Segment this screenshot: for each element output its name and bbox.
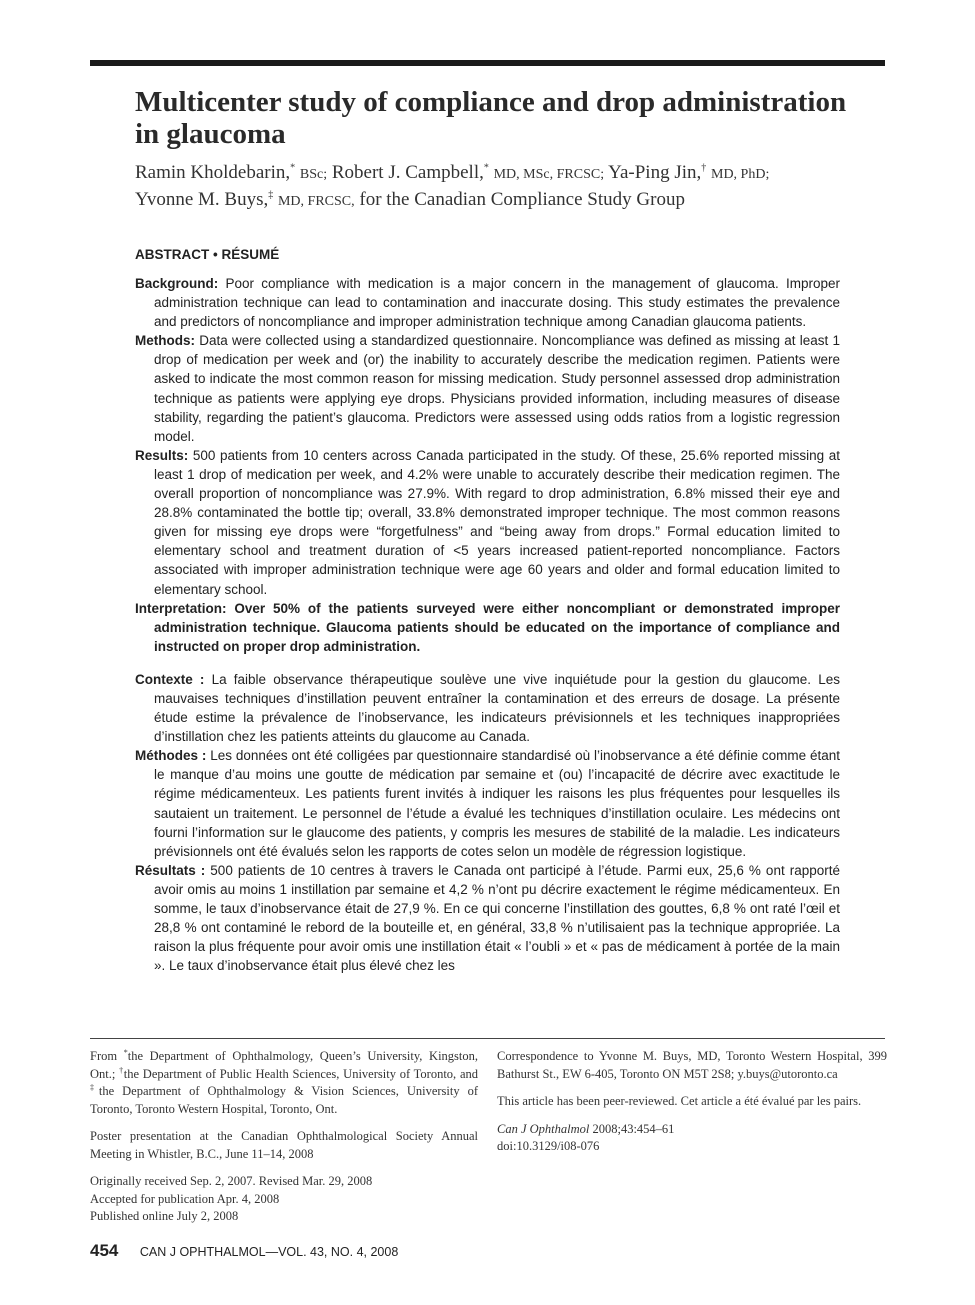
top-rule — [90, 60, 885, 66]
citation-details: 2008;43:454–61 — [592, 1121, 675, 1136]
section-label: Contexte : — [135, 671, 205, 687]
date-received: Originally received Sep. 2, 2007. Revised Mar. 29, 2008 — [90, 1174, 373, 1188]
section-text: 500 patients de 10 centres à travers le Canada ont participé à l’étude. Parmi eux, 25,6 % ont rapporté avoir omis au moins 1 instillation par semaine et 4,2 % n’ont pu décrire exactement le régime médicamenteux. En somme, le taux d’inobservance était de 27,9 %. En ce qui concerne l’instillation des gouttes, 6,8 % ont raté l’œil et 28,8 % ont contaminé le rebord de la bouteille et, en général, 33,8 % n’utilisaient pas la technique appropriée. La raison la plus fréquente pour avoir omis une instillation était « l’oubli » et « pas de médicament à portée de la main ». Le taux d’inobservance était plus élevé chez les — [154, 862, 840, 974]
author-name: Yvonne M. Buys, — [135, 189, 269, 210]
section-label: Background: — [135, 276, 219, 291]
page-footer — [90, 1241, 398, 1261]
section-text: 500 patients from 10 centers across Canada participated in the study. Of these, 25.6% reported missing at least 1 drop of medication per week, and 4.2% were unable to accurately describe their medication regimen. The overall proportion of noncompliance was 27.9%. With regard to drop administration, 6.8% missed their eye and 28.8% contaminated the bottle tip; overall, 33.8% demonstrated improper technique. The most common reasons given for missing eye drops were “forgetfulness” and “being away from drops.” Formal education limited to elementary school and treatment duration of <5 years increased patient-reported noncompliance. Factors associated with improper administration technique were age 60 years and older and formal education limited to elementary school. — [154, 447, 840, 597]
affiliation-mark: * — [123, 1047, 128, 1057]
affiliation-text: the Department of Public Health Sciences, University of Toronto, and — [123, 1066, 478, 1081]
date-published: Published online July 2, 2008 — [90, 1209, 239, 1223]
doi: doi:10.3129/i08-076 — [497, 1139, 600, 1153]
abstract-interpretation — [135, 599, 840, 656]
section-label: Results: — [135, 447, 189, 463]
resume-contexte — [135, 670, 840, 746]
resume-resultats — [135, 861, 840, 976]
correspondence: Correspondence to Yvonne M. Buys, MD, Toronto Western Hospital, 399 Bathurst St., EW 6-405, Toronto ON M5T 2S8; y.buys@utoronto.ca — [497, 1049, 887, 1081]
affiliation-mark: † — [119, 1065, 124, 1075]
author-mark: † — [701, 162, 707, 174]
poster-note: Poster presentation at the Canadian Ophthalmological Society Annual Meeting in Whistler, B.C., June 11–14, 2008 — [90, 1129, 478, 1161]
affiliation-text: the Department of Ophthalmology & Vision Sciences, University of Toronto, Toronto Western Hospital, Toronto, Ont. — [90, 1084, 478, 1116]
author-name: Robert J. Campbell, — [331, 162, 484, 183]
date-accepted: Accepted for publication Apr. 4, 2008 — [90, 1191, 280, 1206]
citation-journal: Can J Ophthalmol — [497, 1121, 590, 1136]
article-title: Multicenter study of compliance and drop administration in glaucoma — [135, 86, 847, 150]
section-label: Methods: — [135, 333, 195, 349]
running-head: CAN J OPHTHALMOL—VOL. 43, NO. 4, 2008 — [139, 1245, 399, 1259]
citation — [497, 1121, 887, 1156]
section-text: Poor compliance with medication is a major concern in the management of glaucoma. Improper administration technique can lead to contamination and inaccurate dosing. This study estimates the prevalence and predictors of noncompliance and improper administration technique among Canadian glaucoma patients. — [154, 276, 840, 330]
author-mark: * — [290, 162, 296, 174]
author-credentials: MD, MSc, FRCSC; — [493, 167, 605, 182]
abstract-methods — [135, 331, 840, 446]
section-label: Résultats : — [135, 862, 206, 878]
abstract-background — [135, 274, 840, 331]
footnotes-right — [497, 1048, 887, 1166]
author-credentials: MD, FRCSC, — [277, 194, 355, 209]
author-list — [135, 160, 875, 214]
author-mark: ‡ — [268, 189, 274, 201]
footnote-separator — [90, 1038, 885, 1039]
affiliation-mark: ‡ — [90, 1082, 99, 1092]
footnotes-left — [90, 1048, 478, 1236]
section-text: Data were collected using a standardized questionnaire. Noncompliance was defined as missing at least 1 drop of medication per week and (or) the inability to accurately describe the medication regimen. Patients were asked to indicate the most common reason for missing medication. Study personnel assessed drop administration technique as patients were applying eye drops. Physicians provided information, including measures of disease stability, regarding the patient’s glaucoma. Predictors were assessed using odds ratios from a logistic regression model. — [154, 333, 840, 444]
study-group: for the Canadian Compliance Study Group — [359, 189, 685, 210]
from-label: From — [90, 1049, 118, 1063]
author-mark: * — [483, 162, 489, 174]
author-credentials: MD, PhD; — [711, 167, 770, 182]
author-credentials: BSc; — [299, 167, 328, 182]
page-number: 454 — [90, 1241, 119, 1260]
author-name: Ya-Ping Jin, — [608, 162, 702, 183]
author-name: Ramin Kholdebarin, — [135, 162, 291, 183]
section-text: La faible observance thérapeutique soulève une vive inquiétude pour la gestion du glaucome. Les mauvaises techniques d’instillation peuvent entraîner la contamination et des erreurs de dosage. La présente étude estime la prévalence de l’inobservance, les indicateurs prévisionnels et les techniques inappropriées d’instillation chez les patients atteints du glaucome au Canada. — [154, 671, 840, 745]
abstract-results — [135, 446, 840, 599]
section-label: Méthodes : — [135, 748, 207, 764]
resume-methodes — [135, 746, 840, 861]
section-label: Interpretation: — [135, 600, 227, 616]
abstract-body — [135, 274, 840, 975]
affiliation-text: the Department of Ophthalmology, Queen’s University, Kingston, Ont.; — [90, 1049, 478, 1081]
affiliations — [90, 1048, 478, 1118]
publication-dates — [90, 1173, 478, 1226]
abstract-heading: ABSTRACT • RÉSUMÉ — [135, 247, 280, 262]
peer-review-note: This article has been peer-reviewed. Cet article a été évalué par les pairs. — [497, 1094, 862, 1108]
section-text: Over 50% of the patients surveyed were either noncompliant or demonstrated improper administration technique. Glaucoma patients should be educated on the importance of compliance and instructed on proper drop administration. — [154, 600, 840, 654]
section-text: Les données ont été colligées par questionnaire standardisé où l’inobservance a été définie comme étant le manque d’au moins une goutte de médication par semaine et (ou) l’incapacité de décrire avec exactitude le régime médicamenteux. Les patients furent invités à indiquer les raisons les plus fréquentes pour lesquelles ils sautaient un traitement. Le personnel de l’étude a évalué les techniques d’instillation oculaire. Les médecins ont fourni l’information sur le glaucome des patients, y compris les mesures de stabilité de la maladie. Les indicateurs prévisionnels ont été évalués selon les rapports de cotes selon un modèle de régression logistique. — [154, 748, 840, 859]
